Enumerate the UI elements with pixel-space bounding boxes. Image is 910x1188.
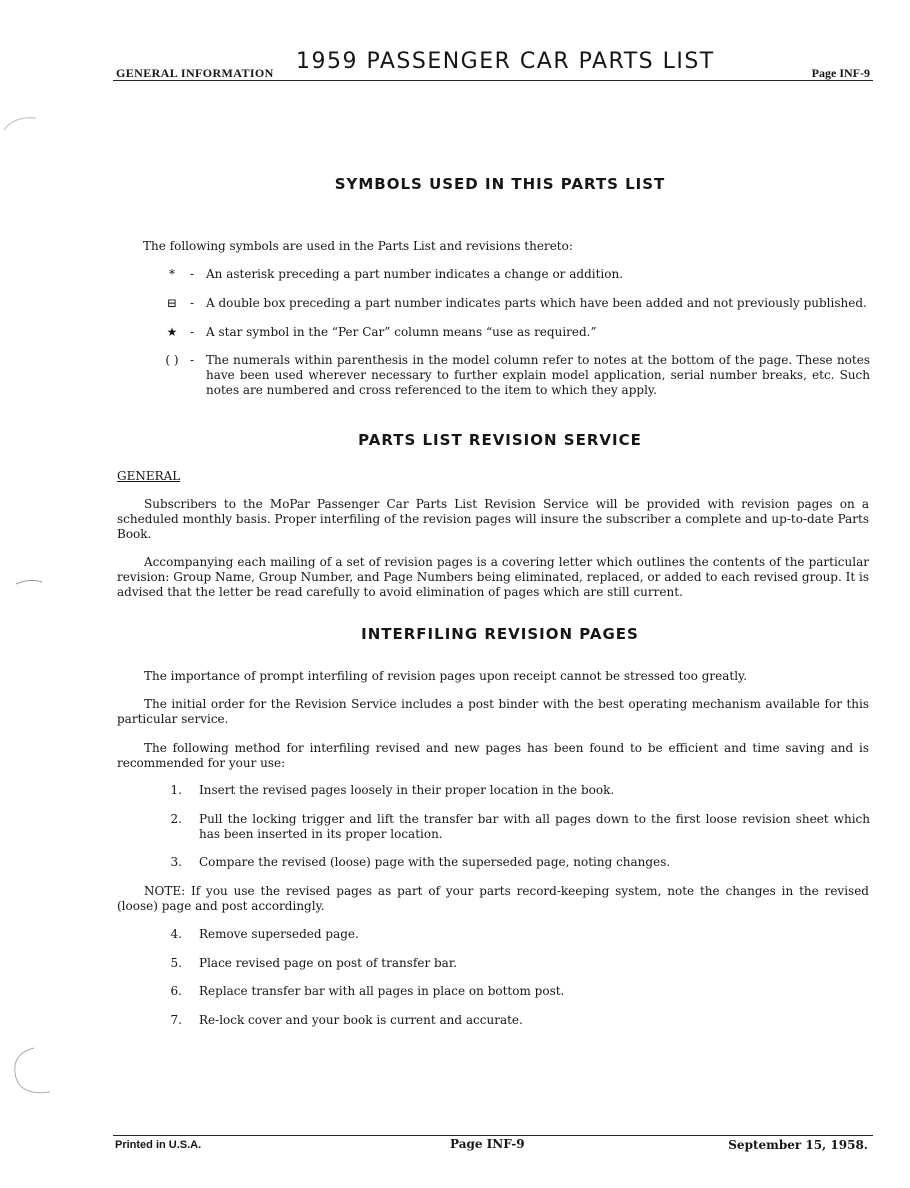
step-text: Pull the locking trigger and lift the transfer bar with all pages down to the first loose revision sheet which has been inserted in its proper location.: [199, 812, 870, 841]
page-title: 1959 PASSENGER CAR PARTS LIST: [296, 49, 715, 74]
step-text: Place revised page on post of transfer bar.: [199, 956, 458, 970]
star-icon: ★: [166, 325, 178, 339]
symbol-item: [160, 353, 870, 399]
symbol-description: A star symbol in the “Per Car” column means “use as required.”: [206, 325, 597, 339]
interfiling-paragraph: The importance of prompt interfiling of revision pages upon receipt cannot be stressed too greatly.: [144, 669, 748, 683]
step-text: Replace transfer bar with all pages in place on bottom post.: [199, 984, 565, 998]
interfiling-heading: INTERFILING REVISION PAGES: [361, 625, 639, 643]
step-number: 1.: [170, 783, 182, 797]
step-text: Re-lock cover and your book is current and accurate.: [199, 1013, 523, 1027]
scan-mark: [0, 572, 44, 602]
step-text: Compare the revised (loose) page with the superseded page, noting changes.: [199, 855, 671, 869]
step-number: 2.: [170, 812, 182, 826]
symbol-description: A double box preceding a part number indicates parts which have been added and not previously published.: [206, 296, 867, 310]
header-page-number: Page INF-9: [811, 66, 870, 80]
binder-hole-mark: [0, 1040, 60, 1100]
revision-paragraph: Accompanying each mailing of a set of revision pages is a covering letter which outlines the contents of the particular revision: Group Name, Group Number, and Page Numbers being eliminated, replaced, or added to each revised group. It is advised that the letter be read carefully to avoid elimination of pages which are still current.: [117, 555, 869, 599]
general-subheading: GENERAL: [117, 469, 181, 483]
symbol-dash: -: [190, 296, 195, 310]
step-text: Insert the revised pages loosely in their proper location in the book.: [199, 783, 615, 797]
symbol-dash: -: [190, 325, 195, 339]
footer-date: September 15, 1958.: [728, 1138, 868, 1152]
parenthesis-icon: ( ): [165, 353, 179, 367]
footer-rule: [113, 1135, 873, 1136]
double-box-icon: ⊟: [166, 296, 178, 310]
step-text: Remove superseded page.: [199, 927, 359, 941]
revision-paragraph: Subscribers to the MoPar Passenger Car Parts List Revision Service will be provided with revision pages on a scheduled monthly basis. Proper interfiling of the revision pages will insure the subscriber a complete and up-to-date Parts Book.: [117, 497, 869, 541]
footer-printed: Printed in U.S.A.: [115, 1139, 202, 1151]
symbol-dash: -: [190, 353, 195, 367]
list-item: [160, 812, 870, 842]
step-number: 3.: [170, 855, 182, 869]
symbol-description: An asterisk preceding a part number indicates a change or addition.: [206, 267, 624, 281]
step-number: 4.: [170, 927, 182, 941]
step-number: 5.: [170, 956, 182, 970]
symbols-intro: The following symbols are used in the Parts List and revisions thereto:: [143, 239, 573, 253]
asterisk-icon: *: [169, 267, 175, 281]
step-number: 6.: [170, 984, 182, 998]
interfiling-paragraph: The following method for interfiling revised and new pages has been found to be efficient and time saving and is recommended for your use:: [117, 741, 869, 770]
symbols-heading: SYMBOLS USED IN THIS PARTS LIST: [334, 175, 666, 193]
scan-mark: [0, 110, 40, 140]
footer-page-number: Page INF-9: [450, 1137, 525, 1151]
revision-service-heading: PARTS LIST REVISION SERVICE: [358, 431, 642, 449]
symbol-description: The numerals within parenthesis in the model column refer to notes at the bottom of the page. These notes have been used wherever necessary to further explain model application, serial number breaks, etc. Such notes are numbered and cross referenced to the item to which they apply.: [206, 353, 870, 397]
header-section: GENERAL INFORMATION: [116, 66, 274, 80]
note-paragraph: NOTE: If you use the revised pages as part of your parts record-keeping system, note the changes in the revised (loose) page and post accordingly.: [117, 884, 869, 913]
symbol-dash: -: [190, 267, 195, 281]
interfiling-paragraph: The initial order for the Revision Service includes a post binder with the best operating mechanism available for this particular service.: [117, 697, 869, 726]
step-number: 7.: [170, 1013, 182, 1027]
header-rule: [113, 80, 873, 81]
